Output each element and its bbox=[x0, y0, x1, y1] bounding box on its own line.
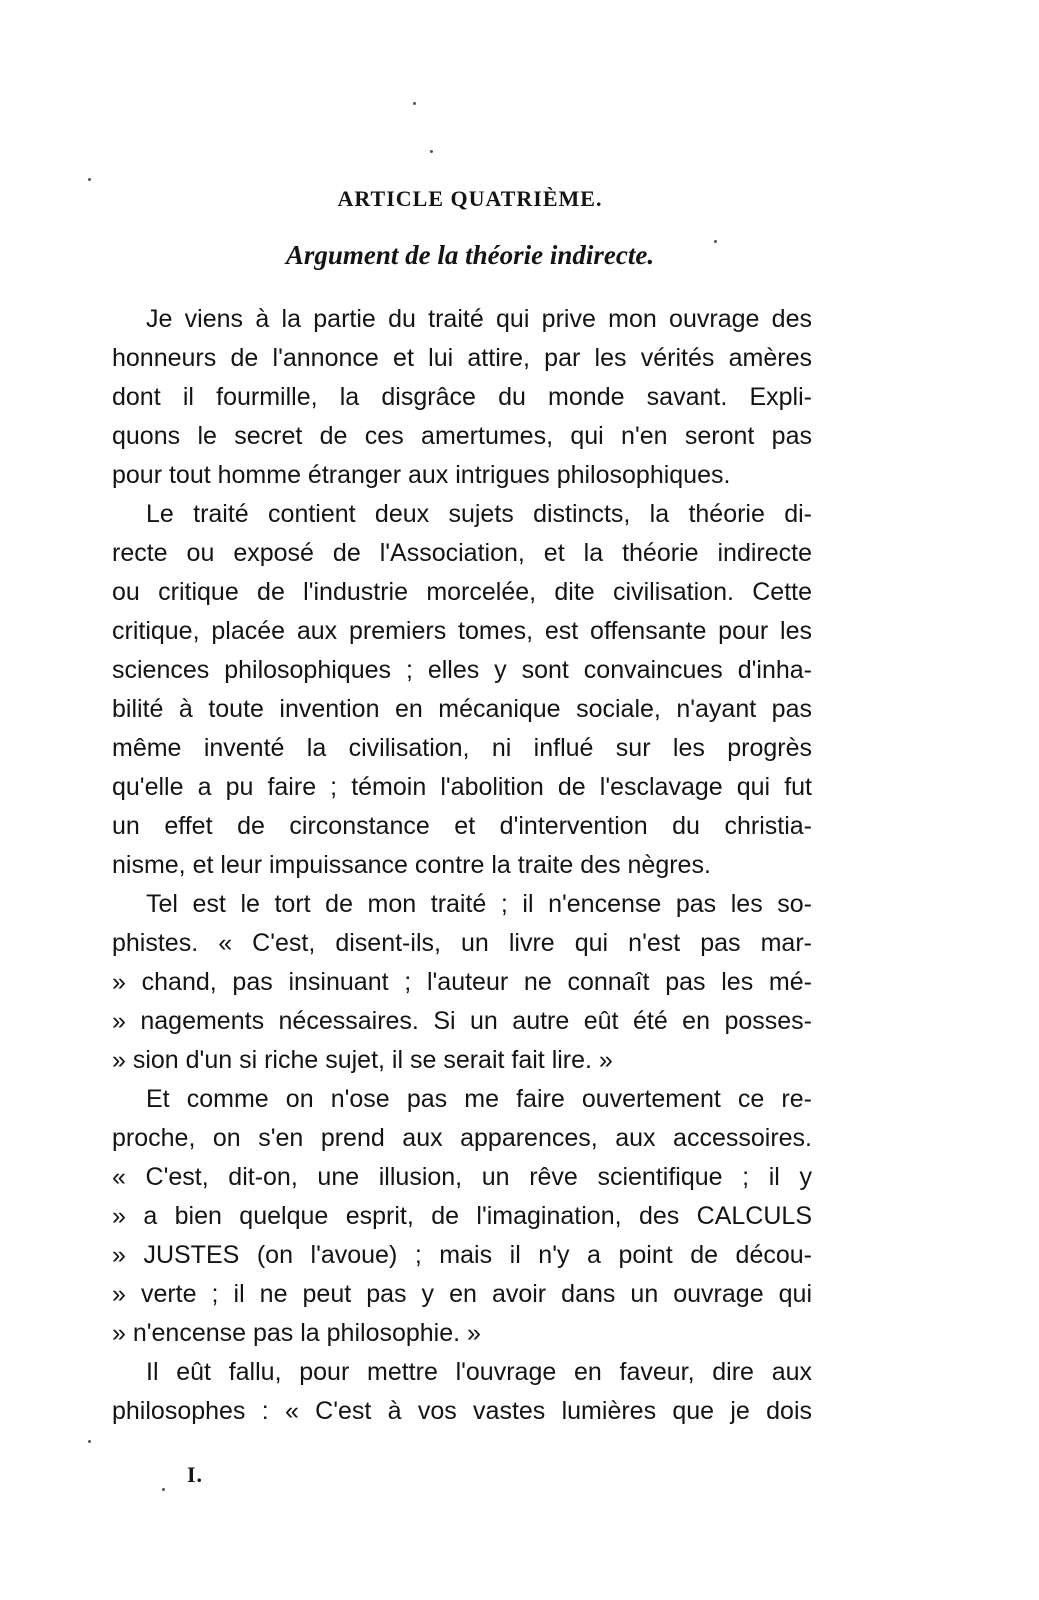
text-line: Tel est le tort de mon traité ; il n'encense pas les so- bbox=[146, 890, 812, 918]
text-line: sciences philosophiques ; elles y sont convaincues d'inha- bbox=[112, 656, 812, 684]
text-line: philosophes : « C'est à vos vastes lumières que je dois bbox=[112, 1397, 812, 1425]
text-line: un effet de circonstance et d'intervention du christia- bbox=[112, 812, 812, 840]
text-line: » verte ; il ne peut pas y en avoir dans un ouvrage qui bbox=[112, 1280, 812, 1308]
text-line: pour tout homme étranger aux intrigues philosophiques. bbox=[112, 461, 731, 489]
print-speck bbox=[88, 178, 91, 181]
text-line: » nagements nécessaires. Si un autre eût été en posses- bbox=[112, 1007, 812, 1035]
text-line: « C'est, dit-on, une illusion, un rêve scientifique ; il y bbox=[112, 1163, 812, 1191]
text-line: critique, placée aux premiers tomes, est offensante pour les bbox=[112, 617, 812, 645]
print-speck bbox=[430, 150, 433, 153]
print-speck bbox=[413, 102, 416, 105]
text-line: qu'elle a pu faire ; témoin l'abolition de l'esclavage qui fut bbox=[112, 773, 812, 801]
text-line: proche, on s'en prend aux apparences, aux accessoires. bbox=[112, 1124, 812, 1152]
page-signature: I. bbox=[187, 1462, 204, 1487]
text-line: recte ou exposé de l'Association, et la théorie indirecte bbox=[112, 539, 812, 567]
print-speck bbox=[88, 1440, 91, 1443]
text-line: quons le secret de ces amertumes, qui n'en seront pas bbox=[112, 422, 812, 450]
text-line: » a bien quelque esprit, de l'imagination, des CALCULS bbox=[112, 1202, 812, 1230]
article-body bbox=[112, 300, 812, 1431]
text-line: Il eût fallu, pour mettre l'ouvrage en faveur, dire aux bbox=[146, 1358, 812, 1386]
text-line: même inventé la civilisation, ni influé sur les progrès bbox=[112, 734, 812, 762]
article-heading: ARTICLE QUATRIÈME. bbox=[337, 186, 603, 211]
text-line: Et comme on n'ose pas me faire ouvertement ce re- bbox=[146, 1085, 812, 1113]
text-line: dont il fourmille, la disgrâce du monde savant. Expli- bbox=[112, 383, 812, 411]
article-subheading: Argument de la théorie indirecte. bbox=[285, 240, 655, 270]
text-line: » JUSTES (on l'avoue) ; mais il n'y a point de décou- bbox=[112, 1241, 812, 1269]
text-line: » sion d'un si riche sujet, il se serait fait lire. » bbox=[112, 1046, 613, 1074]
text-line: Je viens à la partie du traité qui prive mon ouvrage des bbox=[146, 305, 812, 333]
text-line: bilité à toute invention en mécanique sociale, n'ayant pas bbox=[112, 695, 812, 723]
text-line: » chand, pas insinuant ; l'auteur ne connaît pas les mé- bbox=[112, 968, 812, 996]
text-line: » n'encense pas la philosophie. » bbox=[112, 1319, 481, 1347]
text-line: honneurs de l'annonce et lui attire, par les vérités amères bbox=[112, 344, 812, 372]
print-speck bbox=[162, 1488, 165, 1491]
text-line: phistes. « C'est, disent-ils, un livre qui n'est pas mar- bbox=[112, 929, 812, 957]
text-line: nisme, et leur impuissance contre la traite des nègres. bbox=[112, 851, 711, 879]
text-line: Le traité contient deux sujets distincts, la théorie di- bbox=[146, 500, 812, 528]
print-speck bbox=[714, 240, 717, 243]
text-line: ou critique de l'industrie morcelée, dite civilisation. Cette bbox=[112, 578, 812, 606]
